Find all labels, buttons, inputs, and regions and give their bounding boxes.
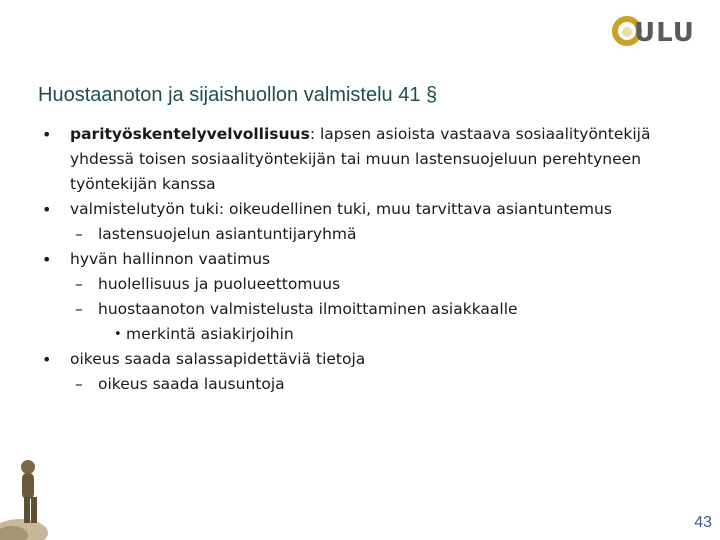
bullet-text: hyvän hallinnon vaatimus: [70, 250, 271, 268]
bullet-dot-icon: •: [42, 350, 52, 369]
slide-title: Huostaanoton ja sijaishuollon valmistelu 41 §: [38, 84, 438, 106]
bullet-item: [40, 122, 680, 197]
sub-bullet-item: [40, 222, 680, 247]
bullet-dot-icon: •: [114, 327, 122, 342]
dash-icon: –: [75, 225, 83, 243]
sub-bullet-text: huostaanoton valmistelusta ilmoittaminen asiakkaalle: [98, 300, 518, 318]
oulu-logo: [612, 14, 712, 54]
sub-bullet-text: huolellisuus ja puolueettomuus: [98, 275, 341, 293]
bullet-item: [40, 197, 680, 222]
bullet-dot-icon: •: [42, 200, 52, 219]
bullet-text: valmistelutyön tuki: oikeudellinen tuki, muu tarvittava asiantuntemus: [70, 200, 612, 218]
bullet-dot-icon: •: [42, 250, 52, 269]
sub-sub-bullet-item: [40, 322, 680, 347]
bullet-text: : lapsen asioista vastaava sosiaalityöntekijä yhdessä toisen sosiaalityöntekijän tai muun lastensuojeluun perehtyneen työntekijän kanssa: [70, 125, 651, 193]
dash-icon: –: [75, 275, 83, 293]
bullet-item: [40, 247, 680, 272]
logo-wordmark: ULU: [634, 18, 695, 48]
slide-content: [40, 122, 680, 397]
sub-bullet-item: [40, 372, 680, 397]
page-number: 43: [694, 514, 712, 531]
sub-bullet-item: [40, 297, 680, 322]
sub-sub-bullet-text: merkintä asiakirjoihin: [126, 325, 294, 343]
bullet-text: oikeus saada salassapidettäviä tietoja: [70, 350, 366, 368]
dash-icon: –: [75, 375, 83, 393]
sub-bullet-item: [40, 272, 680, 297]
bullet-item: [40, 347, 680, 372]
bullet-text-bold: parityöskentelyvelvollisuus: [70, 125, 310, 143]
dash-icon: –: [75, 300, 83, 318]
bullet-dot-icon: •: [42, 125, 52, 144]
sub-bullet-text: lastensuojelun asiantuntijaryhmä: [98, 225, 357, 243]
sub-bullet-text: oikeus saada lausuntoja: [98, 375, 285, 393]
statue-image: [0, 455, 60, 540]
